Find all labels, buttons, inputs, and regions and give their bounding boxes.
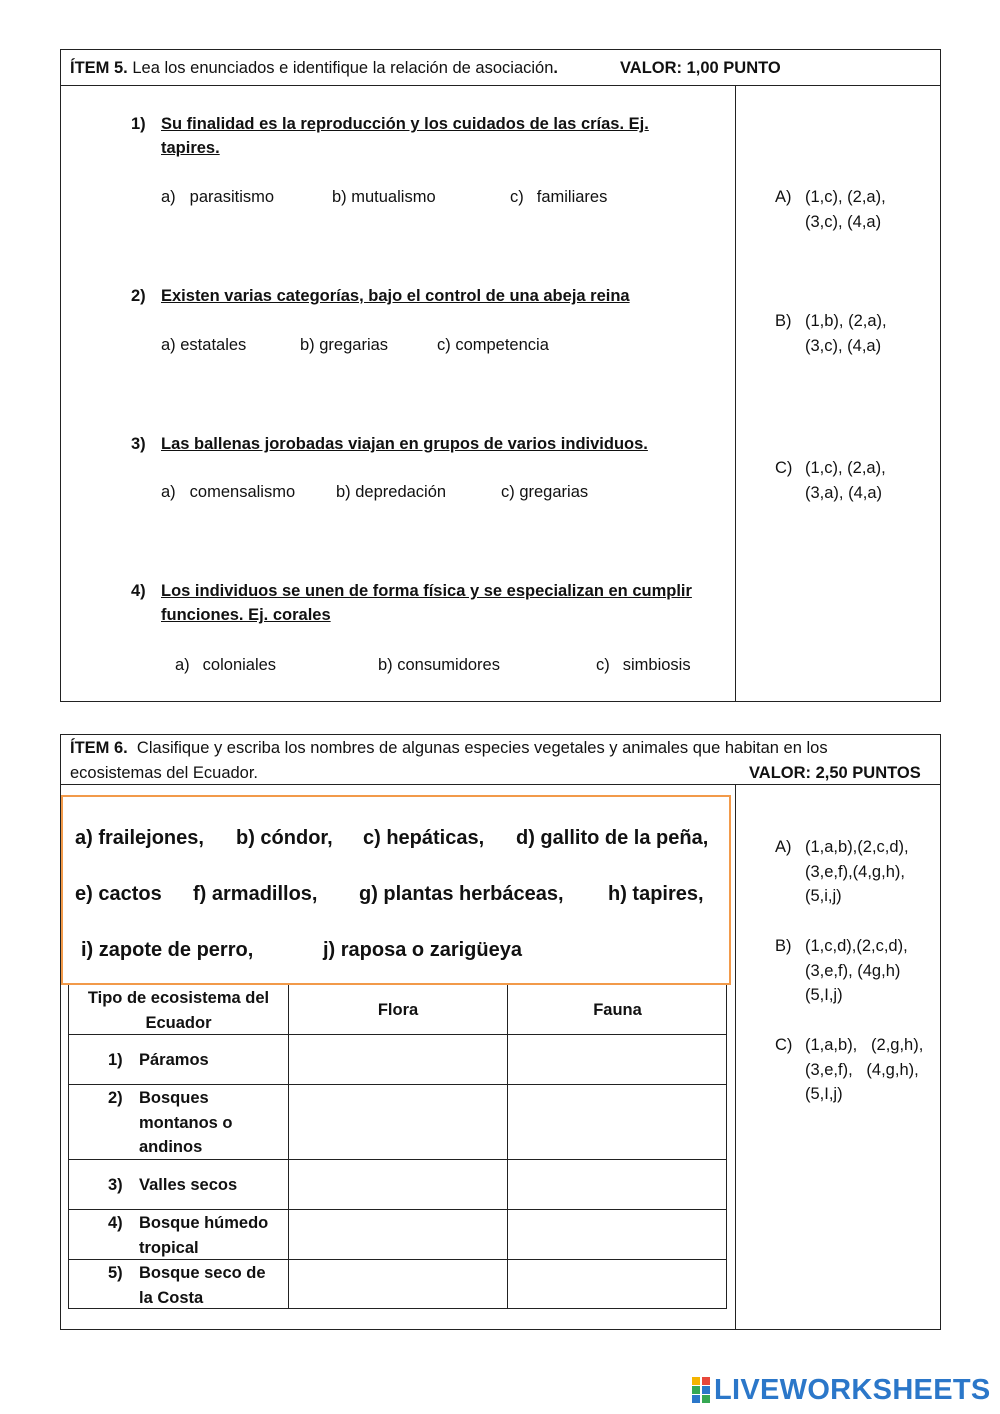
row-ecosystem-name xyxy=(139,1261,266,1310)
q3-option-c[interactable]: c) gregarias xyxy=(501,483,589,501)
fauna-cell[interactable] xyxy=(508,1085,727,1159)
header-line1: Tipo de ecosistema del xyxy=(87,989,270,1007)
q2-option-b[interactable]: b) gregarias xyxy=(300,336,389,354)
question-text-line1: Existen varias categorías, bajo el control de una abeja reina xyxy=(161,287,630,305)
answer-line2: (3,a), (4,a) xyxy=(805,483,883,502)
option-text: comensalismo xyxy=(189,483,296,501)
fauna-cell[interactable] xyxy=(508,1260,727,1309)
flora-cell[interactable] xyxy=(289,1210,507,1259)
word-bank-item[interactable]: d) gallito de la peña, xyxy=(516,827,709,849)
name-line1: Bosques xyxy=(139,1089,209,1107)
item5-header-divider xyxy=(60,85,941,86)
word-bank-item[interactable]: c) hepáticas, xyxy=(363,827,485,849)
answer-label: C) xyxy=(775,1036,793,1054)
q4-option-b[interactable]: b) consumidores xyxy=(378,656,500,674)
option-letter: a) xyxy=(161,188,176,206)
row-ecosystem-name: Páramos xyxy=(139,1051,209,1069)
option-letter: a) xyxy=(161,483,176,501)
row-number: 2) xyxy=(108,1089,123,1107)
header-line2: Ecuador xyxy=(145,1013,212,1032)
table-header-flora: Flora xyxy=(377,1001,419,1019)
word-bank-item[interactable]: e) cactos xyxy=(75,883,162,905)
item5-value: VALOR: 1,00 PUNTO xyxy=(620,59,781,77)
word-bank-item[interactable]: a) frailejones, xyxy=(75,827,204,849)
word-bank-item[interactable]: f) armadillos, xyxy=(193,883,318,905)
question-text-line2: funciones. Ej. corales xyxy=(161,606,331,624)
q3-option-b[interactable]: b) depredación xyxy=(336,483,447,501)
flora-cell[interactable] xyxy=(289,1085,507,1159)
question-number: 1) xyxy=(131,115,146,133)
row-ecosystem-name xyxy=(139,1211,268,1260)
word-bank xyxy=(61,795,731,985)
item6-value: VALOR: 2,50 PUNTOS xyxy=(749,764,921,782)
answer-line2: (3,c), (4,a) xyxy=(805,212,882,231)
row-ecosystem-name: Valles secos xyxy=(139,1176,238,1194)
answer-line1: (1,a,b),(2,c,d), xyxy=(805,838,909,856)
question-text-line1: Los individuos se unen de forma física y se especializan en cumplir xyxy=(161,582,692,600)
item5-heading-dot: . xyxy=(553,59,558,77)
word-bank-item[interactable]: g) plantas herbáceas, xyxy=(359,883,564,905)
question-text-line1: Su finalidad es la reproducción y los cuidados de las crías. Ej. xyxy=(161,115,649,133)
word-bank-item[interactable]: j) raposa o zarigüeya xyxy=(323,939,522,961)
option-text: coloniales xyxy=(202,656,277,674)
flora-cell[interactable] xyxy=(289,1260,507,1309)
item6-heading-text: Clasifique y escriba los nombres de algunas especies vegetales y animales que habitan en los xyxy=(127,739,828,757)
question-number: 3) xyxy=(131,435,146,453)
option-letter: c) xyxy=(510,188,524,206)
answer-line3: (5,I,j) xyxy=(805,1085,843,1103)
name-line1: Bosque seco de xyxy=(139,1264,266,1282)
name-line1: Bosque húmedo xyxy=(139,1214,269,1232)
option-letter: c) xyxy=(596,656,610,674)
q2-option-a[interactable]: a) estatales xyxy=(161,336,247,354)
answer-line1: (1,c,d),(2,c,d), xyxy=(805,937,908,955)
item5-column-divider xyxy=(735,85,736,702)
question-number: 4) xyxy=(131,582,146,600)
option-text: parasitismo xyxy=(189,188,275,206)
answer-label: B) xyxy=(775,937,792,955)
table-header-fauna: Fauna xyxy=(593,1001,642,1019)
row-number: 1) xyxy=(108,1051,123,1069)
question-number: 2) xyxy=(131,287,146,305)
option-text: familiares xyxy=(536,188,608,206)
answer-label: C) xyxy=(775,459,793,477)
table-header-ecosystem xyxy=(69,986,288,1035)
answer-label: A) xyxy=(775,188,792,206)
option-letter: a) xyxy=(175,656,190,674)
word-bank-item[interactable]: b) cóndor, xyxy=(236,827,333,849)
answer-line1: (1,c), (2,a), xyxy=(805,188,886,206)
answer-line1: (1,a,b), (2,g,h), xyxy=(805,1036,924,1054)
flora-cell[interactable] xyxy=(289,1035,507,1084)
name-line2: montanos o xyxy=(139,1113,233,1132)
liveworksheets-logo-text: LIVEWORKSHEETS xyxy=(714,1374,991,1406)
item6-heading-label: ÍTEM 6. xyxy=(70,739,128,757)
q4-option-c[interactable] xyxy=(596,653,691,677)
answer-line2: (3,c), (4,a) xyxy=(805,336,882,355)
row-number: 5) xyxy=(108,1264,123,1282)
flora-cell[interactable] xyxy=(289,1160,507,1209)
name-line2: la Costa xyxy=(139,1288,204,1307)
item5-heading xyxy=(70,56,558,80)
option-text: simbiosis xyxy=(622,656,691,674)
q1-option-c[interactable] xyxy=(510,185,607,209)
q3-option-a[interactable] xyxy=(161,480,295,504)
q1-option-a[interactable] xyxy=(161,185,274,209)
answer-line3: (5,i,j) xyxy=(805,887,842,905)
answer-line3: (5,I,j) xyxy=(805,986,843,1004)
name-line2: tropical xyxy=(139,1238,199,1257)
item6-column-divider xyxy=(735,784,736,1330)
question-text-line1: Las ballenas jorobadas viajan en grupos de varios individuos. xyxy=(161,435,648,453)
item5-heading-text: Lea los enunciados e identifique la relación de asociación xyxy=(127,59,554,77)
liveworksheets-logo-icon xyxy=(692,1377,710,1403)
answer-line2: (3,e,f), (4g,h) xyxy=(805,961,901,980)
row-number: 4) xyxy=(108,1214,123,1232)
fauna-cell[interactable] xyxy=(508,1210,727,1259)
row-ecosystem-name xyxy=(139,1086,233,1160)
answer-label: A) xyxy=(775,838,792,856)
question-text-line2: tapires. xyxy=(161,139,220,157)
answer-line2: (3,e,f),(4,g,h), xyxy=(805,862,905,881)
fauna-cell[interactable] xyxy=(508,1035,727,1084)
word-bank-item[interactable]: i) zapote de perro, xyxy=(81,939,254,961)
name-line3: andinos xyxy=(139,1138,203,1156)
answer-line1: (1,c), (2,a), xyxy=(805,459,886,477)
item6-heading xyxy=(70,736,828,760)
row-number: 3) xyxy=(108,1176,123,1194)
q2-option-c[interactable]: c) competencia xyxy=(437,336,549,354)
fauna-cell[interactable] xyxy=(508,1160,727,1209)
q1-option-b[interactable]: b) mutualismo xyxy=(332,188,436,206)
word-bank-item[interactable]: h) tapires, xyxy=(608,883,704,905)
answer-line2: (3,e,f), (4,g,h), xyxy=(805,1060,919,1079)
item5-heading-label: ÍTEM 5. xyxy=(70,59,128,77)
q4-option-a[interactable] xyxy=(175,653,276,677)
answer-label: B) xyxy=(775,312,792,330)
answer-line1: (1,b), (2,a), xyxy=(805,312,887,330)
item6-heading-line2: ecosistemas del Ecuador. xyxy=(70,764,259,782)
